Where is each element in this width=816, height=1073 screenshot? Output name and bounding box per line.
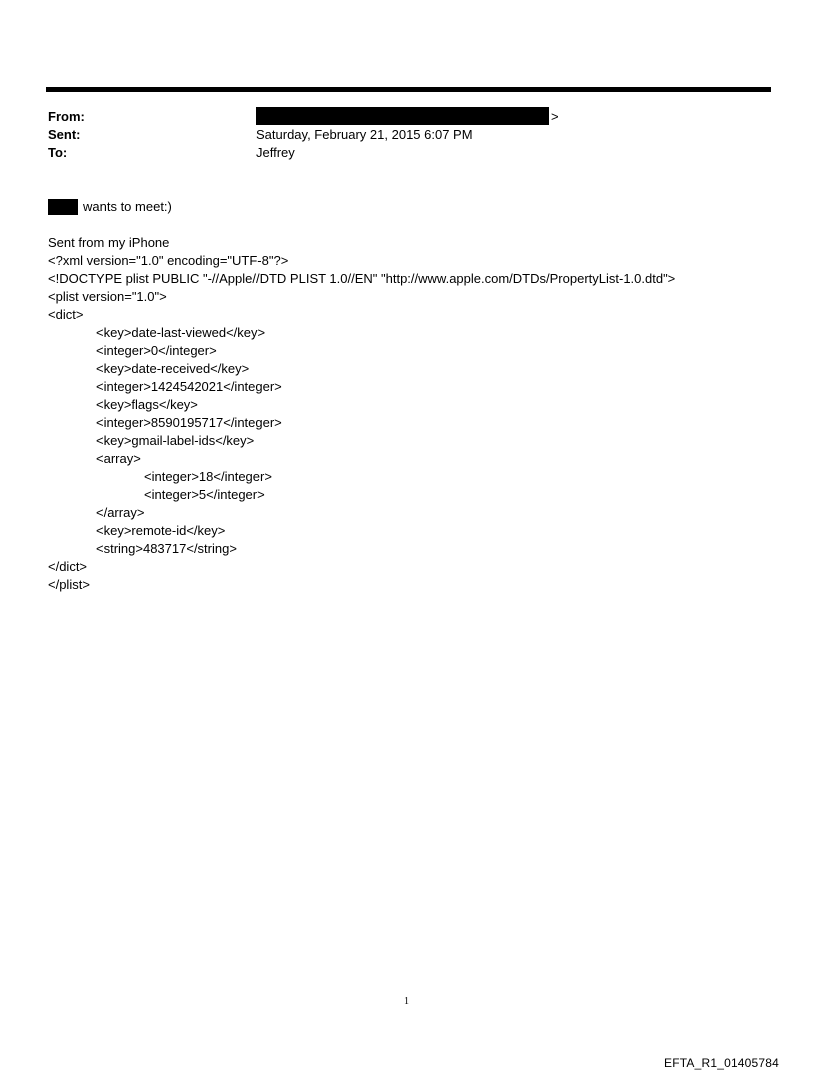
message-line: <!DOCTYPE plist PUBLIC "-//Apple//DTD PLIST 1.0//EN" "http://www.apple.com/DTDs/PropertyList-1.0.dtd"> bbox=[48, 271, 676, 286]
message-line: <integer>8590195717</integer> bbox=[96, 415, 282, 430]
bates-number: EFTA_R1_01405784 bbox=[664, 1056, 780, 1070]
message-line: <array> bbox=[96, 451, 141, 466]
message-line: <key>date-received</key> bbox=[96, 361, 250, 376]
to-label: To: bbox=[48, 145, 68, 160]
header-divider bbox=[46, 87, 771, 92]
message-line: <key>flags</key> bbox=[96, 397, 198, 412]
message-line: </array> bbox=[96, 505, 145, 520]
redacted-name bbox=[48, 199, 78, 215]
message-line: <key>remote-id</key> bbox=[96, 523, 226, 538]
message-line: <key>date-last-viewed</key> bbox=[96, 325, 266, 340]
message-line: <plist version="1.0"> bbox=[48, 289, 167, 304]
to-value: Jeffrey bbox=[256, 145, 295, 160]
sent-value: Saturday, February 21, 2015 6:07 PM bbox=[256, 127, 473, 142]
message-line: </plist> bbox=[48, 577, 90, 592]
redacted-sender bbox=[256, 107, 549, 125]
from-label: From: bbox=[48, 109, 85, 124]
message-line: <integer>18</integer> bbox=[144, 469, 272, 484]
message-line: Sent from my iPhone bbox=[48, 235, 170, 250]
sent-label: Sent: bbox=[48, 127, 81, 142]
page-number: 1 bbox=[404, 996, 409, 1007]
message-line: </dict> bbox=[48, 559, 88, 574]
message-line: <integer>0</integer> bbox=[96, 343, 217, 358]
message-first-line: wants to meet:) bbox=[83, 199, 172, 214]
message-line: <integer>5</integer> bbox=[144, 487, 265, 502]
message-line: <key>gmail-label-ids</key> bbox=[96, 433, 255, 448]
message-line: <dict> bbox=[48, 307, 84, 322]
message-line: <integer>1424542021</integer> bbox=[96, 379, 282, 394]
from-suffix: > bbox=[551, 109, 559, 124]
message-line: <?xml version="1.0" encoding="UTF-8"?> bbox=[48, 253, 289, 268]
message-line: <string>483717</string> bbox=[96, 541, 237, 556]
